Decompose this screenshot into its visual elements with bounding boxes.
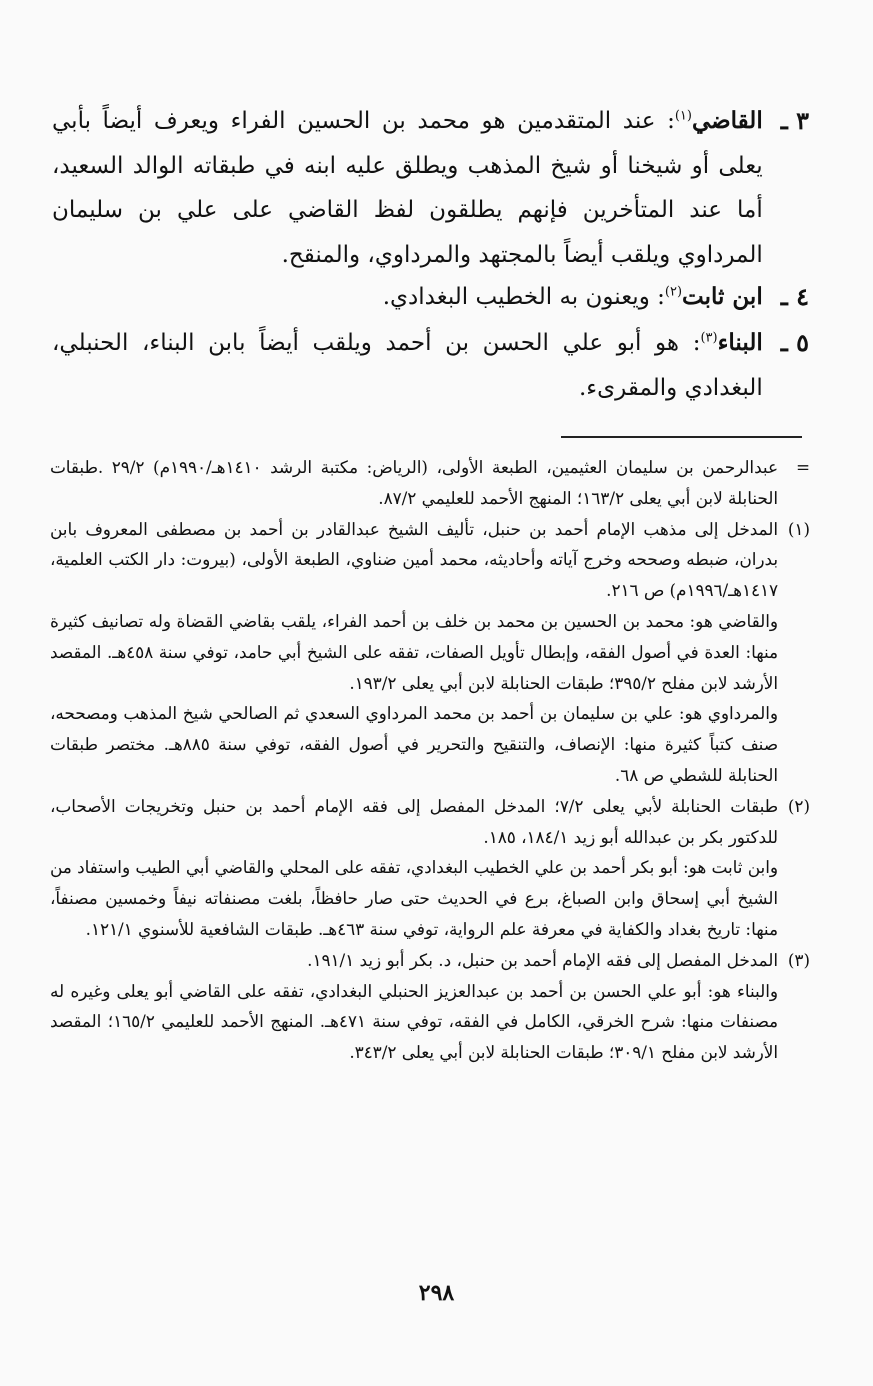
entry-ibn-thabit <box>52 275 809 320</box>
footnote-paragraph: والمرداوي هو: علي بن سليمان بن أحمد بن محمد المرداوي السعدي ثم الصالحي شيخ المذهب ومصححه، صنف كتباً كثيرة منها: الإنصاف، والتنقيح والتحرير في أصول الفقه، توفي سنة ٨٨٥هـ. مختصر طبقات الحنابلة للشطي ص ٦٨. <box>50 703 778 785</box>
footnote-body <box>50 514 778 791</box>
entry-term: ابن ثابت <box>682 283 763 310</box>
entry-text: : ويعنون به الخطيب البغدادي. <box>382 284 665 310</box>
footnote-body <box>50 945 778 1068</box>
footnotes <box>50 452 810 1068</box>
footnote-paragraph: طبقات الحنابلة لأبي يعلى ٧/٢؛ المدخل المفصل إلى فقه الإمام أحمد بن حنبل وتخريجات الأصحاب، للدكتور بكر بن عبدالله أبو زيد ١٨٤/١، ١٨٥. <box>50 795 779 847</box>
footnote-paragraph: عبدالرحمن بن سليمان العثيمين، الطبعة الأولى، (الرياض: مكتبة الرشد ١٤١٠هـ/١٩٩٠م) ٢٩/٢ .طبقات الحنابلة لابن أبي يعلى ١٦٣/٢؛ المنهج الأحمد للعليمي ٨٧/٢. <box>50 457 778 508</box>
entry-number: ٣ ـ <box>780 106 809 135</box>
footnote-ref[interactable]: (٢) <box>664 284 683 300</box>
entry-banna <box>52 321 809 410</box>
entry-term: القاضي <box>691 107 763 134</box>
footnote-ref[interactable]: (١) <box>674 108 692 124</box>
footnote-2 <box>50 791 810 945</box>
entry-number: ٤ ـ <box>780 282 809 311</box>
entry-term: البناء <box>717 329 763 356</box>
footnote-continuation <box>50 452 810 514</box>
footnote-marker: = <box>795 457 810 477</box>
entry-text: : عند المتقدمين هو محمد بن الحسين الفراء ويعرف أيضاً بأبي يعلى أو شيخنا أو شيخ المذهب ويطلق عليه ابنه في طبقاته الوالد السعيد، أما عند المتأخرين فإنهم يطلقون لفظ القاضي على علي بن سليمان المرداوي ويلقب أيضاً بالمجتهد والمرداوي، والمنقح. <box>52 108 763 268</box>
main-text <box>52 99 809 277</box>
footnote-marker: (٢) <box>787 795 810 816</box>
footnote-1 <box>50 514 810 791</box>
footnote-ref[interactable]: (٣) <box>700 330 718 346</box>
footnote-divider <box>561 436 802 438</box>
footnote-marker: (٣) <box>787 949 810 970</box>
entry-text: : هو أبو علي الحسن بن أحمد ويلقب أيضاً بابن البناء، الحنبلي، البغدادي والمقرىء. <box>52 330 763 401</box>
entry-number: ٥ ـ <box>780 328 809 357</box>
footnote-paragraph: المدخل إلى مذهب الإمام أحمد بن حنبل، تأليف الشيخ عبدالقادر بن أحمد بن مصطفى المعروف بابن بدران، ضبطه وصححه وخرج آياته وأحاديثه، محمد أمين ضناوي، الطبعة الأولى، (بيروت: دار الكتب العلمية، ١٤١٧هـ/١٩٩٦م) ص ٢١٦. <box>50 518 778 601</box>
footnote-body <box>50 791 778 945</box>
footnote-paragraph: والقاضي هو: محمد بن الحسين بن محمد بن خلف بن أحمد الفراء، يلقب بقاضي القضاة وله تصانيف كثيرة منها: العدة في أصول الفقه، وإبطال تأويل الصفات، تفقه على الشيخ أبي حامد، توفي سنة ٤٥٨هـ. المقصد الأرشد لابن مفلح ٣٩٥/٢؛ طبقات الحنابلة لابن أبي يعلى ١٩٣/٢. <box>50 610 778 693</box>
entry-body <box>52 321 763 410</box>
footnote-paragraph: والبناء هو: أبو علي الحسن بن أحمد بن عبدالعزيز الحنبلي البغدادي، تفقه على القاضي أبو يعلى وغيره له مصنفات منها: شرح الخرقي، الكامل في الفقه، توفي سنة ٤٧١هـ. المنهج الأحمد للعليمي ١٦٥/٢؛ المقصد الأرشد لابن مفلح ٣٠٩/١؛ طبقات الحنابلة لابن أبي يعلى ٣٤٣/٢. <box>50 980 778 1063</box>
footnote-paragraph: المدخل المفصل إلى فقه الإمام أحمد بن حنبل، د. بكر أبو زيد ١٩١/١. <box>307 949 778 970</box>
entry-qadi <box>52 99 809 277</box>
entry-body <box>52 275 763 320</box>
entry-body <box>52 99 763 277</box>
page-number: ٢٩٨ <box>418 1280 455 1306</box>
footnote-3 <box>50 945 810 1068</box>
footnote-body <box>50 452 778 514</box>
footnote-paragraph: وابن ثابت هو: أبو بكر أحمد بن علي الخطيب البغدادي، تفقه على المحلي والقاضي أبي الطيب واستفاد من الشيخ أبي إسحاق وابن الصباغ، برع في الحديث حتى صار حافظاً، بلغت مصنفاته نيفاً وخمسين مصنفاً، منها: تاريخ بغداد والكفاية في معرفة علم الرواية، توفي سنة ٤٦٣هـ. طبقات الشافعية للأسنوي ١٢١/١. <box>50 857 778 939</box>
main-text-2 <box>52 275 809 320</box>
footnote-marker: (١) <box>787 518 810 539</box>
main-text-3 <box>52 321 809 410</box>
